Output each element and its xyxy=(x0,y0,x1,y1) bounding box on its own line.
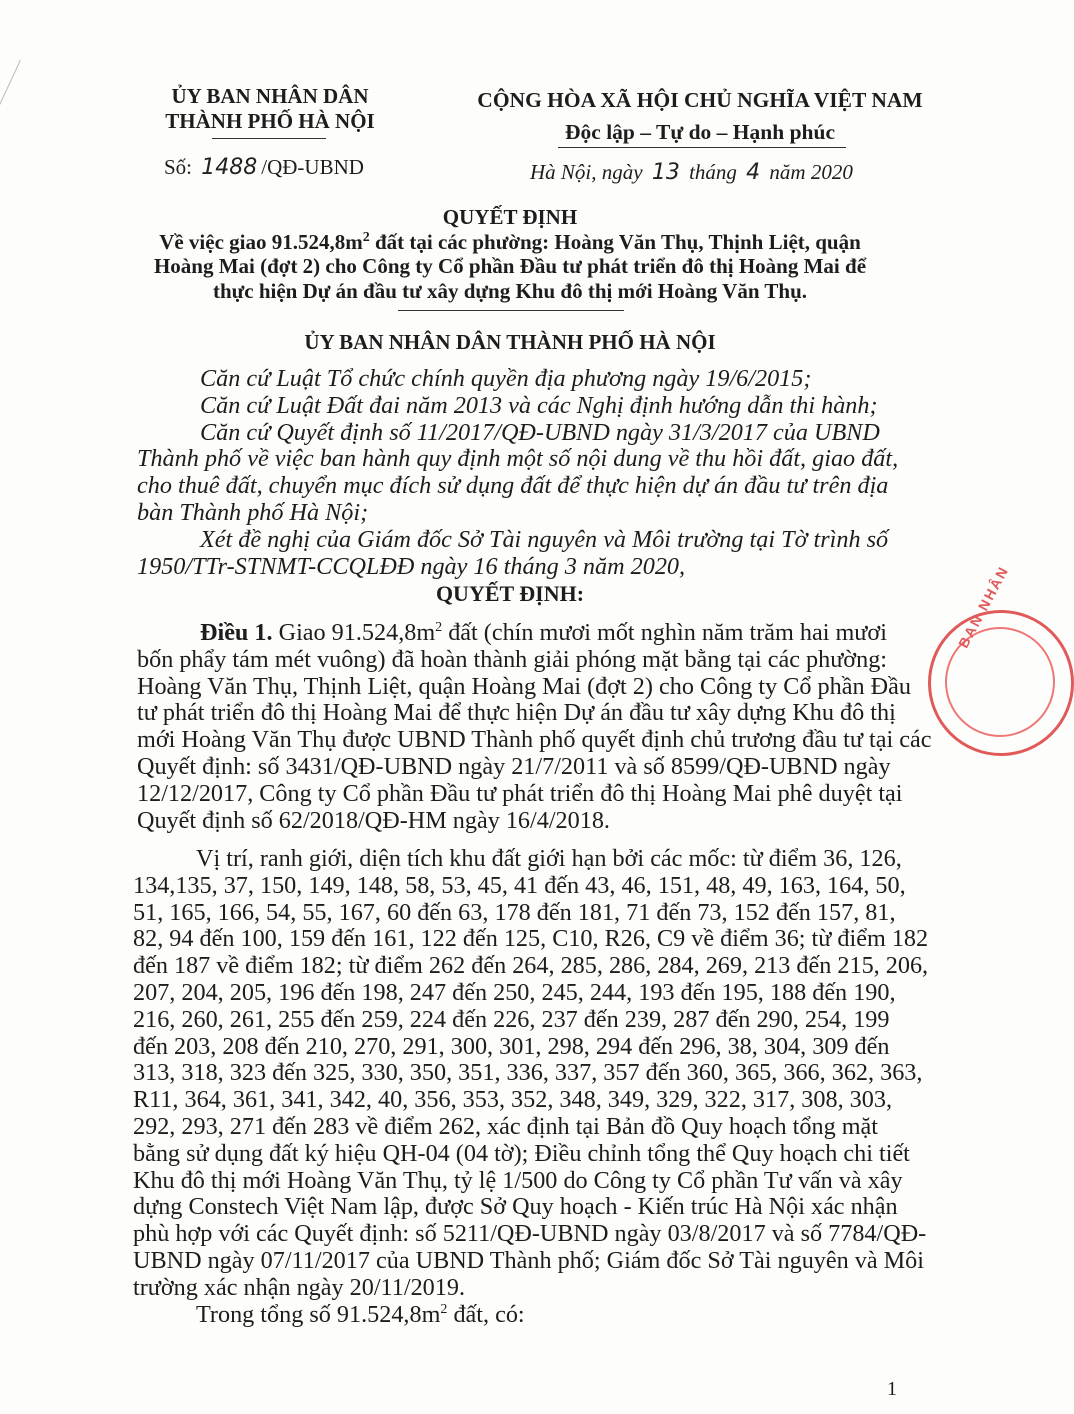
location-line: bằng sử dụng đất ký hiệu QH-04 (04 tờ); Điều chỉnh tổng thể Quy hoạch chi tiết xyxy=(133,1139,910,1167)
article-1-line: bốn phẩy tám mét vuông) đã hoàn thành giải phóng mặt bằng tại các phường: xyxy=(137,645,888,673)
agency-underline xyxy=(212,138,326,139)
handwritten-day: 13 xyxy=(651,160,680,185)
agency-header xyxy=(150,84,390,134)
location-line: đến 203, 208 đến 210, 270, 291, 300, 301, 298, 294 đến 296, 38, 304, 309 đến xyxy=(133,1032,890,1060)
preamble-line: Căn cứ Luật Đất đai năm 2013 và các Nghị định hướng dẫn thi hành; xyxy=(200,391,878,419)
preamble-line: bàn Thành phố Hà Nội; xyxy=(137,498,369,526)
article-1-line: Quyết định: số 3431/QĐ-UBND ngày 21/7/2011 và số 8599/QĐ-UBND ngày xyxy=(137,752,891,780)
preamble-line: cho thuê đất, chuyển mục đích sử dụng đất để thực hiện dự án đầu tư trên địa xyxy=(137,472,889,500)
location-line: đến 187 về điểm 182; từ điểm 262 đến 264, 285, 286, 284, 269, 213 đến 215, 206, xyxy=(133,952,929,980)
article-1-line: Hoàng Văn Thụ, Thịnh Liệt, quận Hoàng Mai (đợt 2) cho Công ty Cổ phần Đầu xyxy=(137,672,911,700)
handwritten-number: 1488 xyxy=(201,155,258,180)
handwritten-month: 4 xyxy=(746,160,761,185)
motto: Độc lập – Tự do – Hạnh phúc xyxy=(565,120,835,144)
decision-title xyxy=(100,205,920,303)
title-subject-line-1: Về việc giao $91.524,8m^2$ đất tại các phường: Hoàng Văn Thụ, Thịnh Liệt, quận xyxy=(159,229,861,254)
location-line: phù hợp với các Quyết định: số 5211/QĐ-UBND ngày 03/8/2017 và số 7784/QĐ- xyxy=(133,1220,927,1248)
agency-line-2: THÀNH PHỐ HÀ NỘI xyxy=(165,109,375,133)
title-underline xyxy=(398,310,624,311)
article-1-line: 12/12/2017, Công ty Cổ phần Đầu tư phát triển đô thị Hoàng Mai phê duyệt tại xyxy=(137,779,903,807)
location-line: Khu đô thị mới Hoàng Văn Thụ, tỷ lệ 1/500 do Công ty Cổ phần Tư vấn và xây xyxy=(133,1166,903,1194)
location-paragraph xyxy=(133,845,929,1302)
location-line: 292, 293, 271 đến 283 về điểm 262, xác định tại Bản đồ Quy hoạch tổng mặt xyxy=(133,1112,878,1140)
preamble-line: Thành phố về việc ban hành quy định một số nội dung về thu hồi đất, giao đất, xyxy=(137,445,899,473)
location-line: UBND ngày 07/11/2017 của UBND Thành phố; Giám đốc Sở Tài nguyên và Môi xyxy=(133,1246,924,1274)
preamble-line: Căn cứ Luật Tổ chức chính quyền địa phương ngày 19/6/2015; xyxy=(200,365,812,392)
date-mid: tháng xyxy=(689,160,737,184)
document-number xyxy=(164,155,364,180)
location-line: 207, 204, 205, 196 đến 198, 247 đến 250, 245, 244, 193 đến 195, 188 đến 190, xyxy=(133,978,896,1006)
preamble-line: 1950/TTr-STNMT-CCQLĐĐ ngày 16 tháng 3 năm 2020, xyxy=(137,552,686,580)
location-line: Vị trí, ranh giới, diện tích khu đất giới hạn bởi các mốc: từ điểm 36, 126, xyxy=(196,845,902,872)
location-line: 82, 94 đến 100, 159 đến 161, 122 đến 125, C10, R26, C9 về điểm 36; từ điểm 182 xyxy=(133,925,929,953)
article-1 xyxy=(137,619,932,834)
decision-heading: QUYẾT ĐỊNH: xyxy=(435,581,585,606)
location-line: 51, 165, 166, 54, 55, 167, 60 đến 63, 178 đến 181, 71 đến 73, 152 đến 157, 81, xyxy=(133,898,896,926)
location-line: 216, 260, 261, 255 đến 259, 224 đến 226, 237 đến 239, 287 đến 290, 254, 199 xyxy=(133,1005,890,1033)
seal-text: BAN NHÂN xyxy=(955,562,1012,651)
date-prefix: Hà Nội, ngày xyxy=(530,160,643,184)
location-line: 313, 318, 323 đến 325, 330, 350, 351, 336, 337, 357 đến 360, 365, 366, 362, 363, xyxy=(133,1059,923,1087)
article-1-line: mới Hoàng Văn Thụ được UBND Thành phố quyết định chủ trương đầu tư tại các xyxy=(137,726,932,754)
republic-name: CỘNG HÒA XÃ HỘI CHỦ NGHĨA VIỆT NAM xyxy=(477,88,923,112)
title-subject-line-3: thực hiện Dự án đầu tư xây dựng Khu đô thị mới Hoàng Văn Thụ. xyxy=(212,278,808,303)
preamble-line: Xét đề nghị của Giám đốc Sở Tài nguyên và Môi trường tại Tờ trình số xyxy=(200,525,889,553)
article-1-line: tư phát triển đô thị Hoàng Mai để thực hiện Dự án đầu tư xây dựng Khu đô thị xyxy=(137,699,896,727)
title-subject-line-2: Hoàng Mai (đợt 2) cho Công ty Cổ phần Đầu tư phát triển đô thị Hoàng Mai để xyxy=(153,254,867,278)
location-line: trường xác nhận ngày 20/11/2019. xyxy=(133,1273,465,1301)
title-heading: QUYẾT ĐỊNH xyxy=(442,205,578,229)
preamble xyxy=(137,366,905,580)
document-date xyxy=(530,160,853,185)
location-line: dựng Constech Việt Nam lập, được Sở Quy hoạch - Kiến trúc Hà Nội xác nhận xyxy=(133,1193,898,1221)
scan-artifact xyxy=(0,60,21,287)
total-area-line: Trong tổng số $91.524,8m^2$ đất, có: xyxy=(196,1301,525,1328)
preamble-line: Căn cứ Quyết định số 11/2017/QĐ-UBND ngày 31/3/2017 của UBND xyxy=(200,418,880,446)
republic-header xyxy=(450,84,950,148)
article-1-first-line: Điều 1. Giao $91.524,8m^2$ đất (chín mươi mốt nghìn năm trăm hai mươi xyxy=(200,619,887,646)
location-line: 134,135, 37, 150, 149, 148, 58, 53, 45, 41 đến 43, 46, 151, 48, 49, 163, 164, 50, xyxy=(133,871,906,899)
article-label: Điều 1. xyxy=(200,619,273,646)
number-suffix: /QĐ-UBND xyxy=(261,155,364,179)
date-suffix: năm 2020 xyxy=(769,160,853,184)
official-seal xyxy=(928,562,1074,756)
motto-underline xyxy=(558,147,846,148)
agency-line-1: ỦY BAN NHÂN DÂN xyxy=(171,84,369,108)
page-number: 1 xyxy=(887,1378,897,1400)
location-line: R11, 364, 361, 341, 342, 40, 356, 353, 352, 348, 349, 329, 322, 317, 308, 303, xyxy=(133,1086,893,1114)
article-1-line: Quyết định số 62/2018/QĐ-HM ngày 16/4/2018. xyxy=(137,806,610,834)
number-prefix: Số: xyxy=(164,155,193,179)
issuing-authority: ỦY BAN NHÂN DÂN THÀNH PHỐ HÀ NỘI xyxy=(304,330,716,354)
